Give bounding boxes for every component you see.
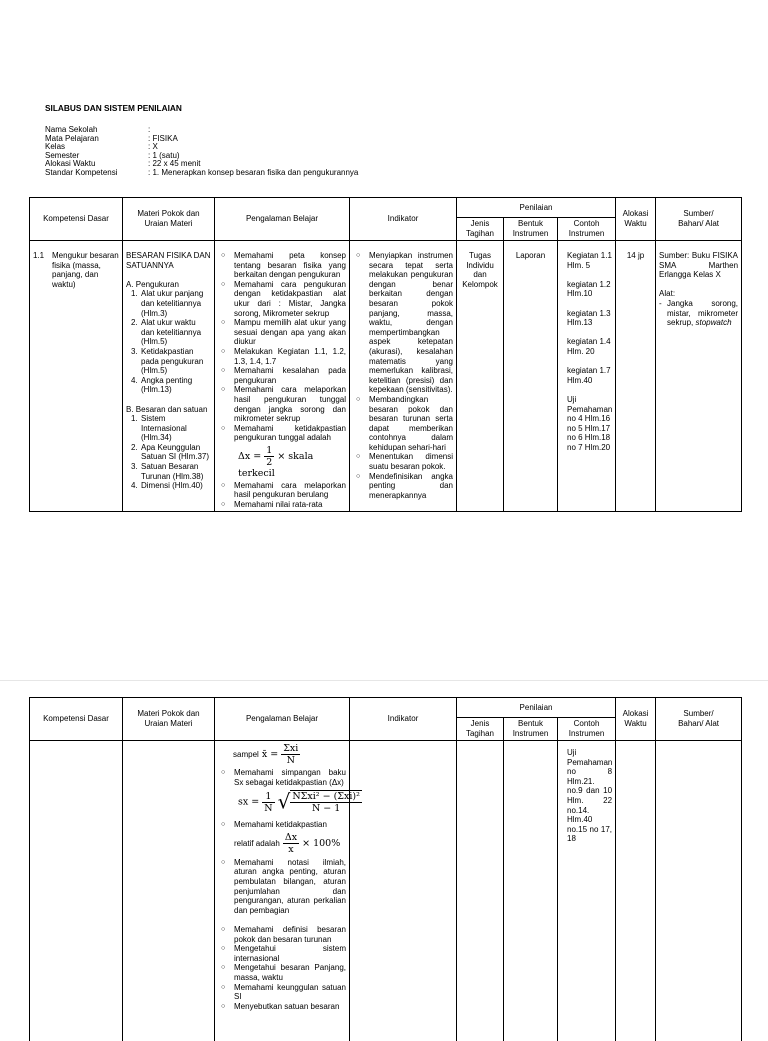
cell-jenis	[457, 741, 504, 1041]
list-item: ○ Memahami kesalahan pada pengukuran	[221, 366, 346, 385]
header-materi: Materi Pokok dan Uraian Materi	[123, 198, 215, 241]
header-indikator: Indikator	[350, 698, 457, 741]
list-item: ○ Memahami cara pengukuran dengan ketidakpastian alat ukur dari : Mistar, Jangka sorong, Mikrometer sekrup	[221, 279, 346, 318]
header-contoh: Contoh Instrumen	[558, 218, 616, 241]
cell-contoh: Kegiatan 1.1 Hlm. 5 kegiatan 1.2 Hlm.10 kegiatan 1.3 Hlm.13 kegiatan 1.4 Hlm. 20 kegiatan 1.7 Hlm.40 Uji Pemahaman no 4 Hlm.16 no 5 Hlm.17 no 6 Hlm.18 no 7 Hlm.20	[558, 241, 616, 512]
cell-bentuk	[504, 741, 558, 1041]
meta-block	[45, 126, 358, 178]
meta-row: Mata Pelajaran : FISIKA	[45, 133, 178, 143]
cell-pengalaman	[215, 241, 350, 512]
header-bentuk: Bentuk Instrumen	[504, 218, 558, 241]
materi-a-list	[126, 289, 211, 395]
list-item: ○ Menentukan dimensi suatu besaran pokok.	[356, 452, 453, 472]
pengalaman-list-2	[218, 481, 346, 510]
list-item: ○ Memahami definisi besaran pokok dan besaran turunan	[221, 924, 346, 944]
list-item: ○ Membandingkan besaran pokok dan besaran turunan serta dapat memberikan contohnya dalam kehidupan sehari-hari	[356, 394, 453, 452]
header-pengalaman: Pengalaman Belajar	[215, 198, 350, 241]
list-item: ○ Memahami ketidakpastian	[221, 820, 327, 830]
cell-sumber	[656, 741, 742, 1041]
cell-pengalaman	[215, 741, 360, 1041]
meta-row: Semester : 1 (satu)	[45, 150, 180, 160]
formula-ketidakpastian: Δx = $\frac{1}{2}$ × skala terkecil	[238, 444, 314, 479]
list-item: ○ Mengetahui sistem internasional	[221, 944, 346, 963]
cell-kompetensi	[30, 741, 123, 1041]
header-indikator: Indikator	[350, 198, 457, 241]
list-item: ○ Mampu memilih alat ukur yang sesuai dengan apa yang akan diukur	[221, 318, 346, 347]
meta-row: Kelas : X	[45, 142, 158, 152]
header-alokasi: Alokasi Waktu	[616, 698, 656, 741]
list-item: ○ Mengetahui besaran Panjang, massa, waktu	[221, 963, 346, 982]
list-item: 4. Dimensi (Hlm.40)	[131, 481, 203, 491]
list-item: 1. Alat ukur panjang dan ketelitiannya (Hlm.3)	[131, 289, 204, 318]
list-item: ○ Melakukan Kegiatan 1.1, 1.2, 1.3, 1.4, 1.7	[221, 346, 346, 366]
header-materi: Materi Pokok dan Uraian Materi	[123, 698, 215, 741]
list-item: 2. Apa Keunggulan Satuan SI (Hlm.37)	[131, 442, 210, 462]
cell-materi	[123, 741, 215, 1041]
list-item: ○ Mendefinisikan angka penting dan menerapkannya	[356, 471, 453, 500]
header-jenis: Jenis Tagihan	[457, 218, 504, 241]
syllabus-table-1	[29, 197, 742, 512]
header-kompetensi: Kompetensi Dasar	[30, 198, 123, 241]
pengalaman-list	[218, 251, 346, 443]
cell-alokasi: 14 jp	[616, 241, 656, 512]
header-sumber: Sumber/ Bahan/ Alat	[656, 698, 742, 741]
meta-row: Alokasi Waktu : 22 x 45 menit	[45, 159, 201, 169]
formula-relatif: relatif adalah $\frac{\Delta x}{x}$ × 100%	[234, 831, 341, 855]
list-item: ○ Memahami keunggulan satuan SI	[221, 982, 346, 1002]
list-item: ○ Menyiapkan instrumen secara tepat serta melakukan pengukuran dengan benar berkaitan dengan besaran pokok panjang, massa, waktu, dengan mempertimbangkan aspek ketepatan (akurasi), kesalahan matematis yang memerlukan kalibrasi, ketelitian (presisi) dan kepekaan (sensitivitas).	[356, 251, 453, 395]
list-item: 3. Satuan Besaran Turunan (Hlm.38)	[131, 462, 204, 481]
header-bentuk: Bentuk Instrumen	[504, 718, 558, 741]
list-item: 4. Angka penting (Hlm.13)	[131, 375, 193, 395]
list-item: ○ Memahami cara melaporkan hasil pengukuran berulang	[221, 480, 346, 500]
list-item: ○ Memahami peta konsep tentang besaran fisika yang berkaitan dengan pengukuran	[221, 251, 346, 280]
list-item: 3. Ketidakpastian pada pengukuran (Hlm.5)	[131, 346, 204, 376]
cell-indikator	[350, 741, 457, 1041]
list-item: ○ Memahami notasi ilmiah, aturan angka penting, aturan pembulatan bilangan, aturan penjumlahan dan pengurangan, aturan perkalian dan pembagian	[221, 857, 346, 915]
document-title: SILABUS DAN SISTEM PENILAIAN	[45, 103, 182, 113]
pengalaman-list	[218, 858, 346, 916]
pengalaman-list-2	[218, 925, 346, 1011]
list-item: ○ Memahami cara melaporkan hasil pengukuran tunggal dengan jangka sorong dan mikrometer sekrup	[221, 385, 346, 424]
header-sumber: Sumber/ Bahan/ Alat	[656, 198, 742, 241]
cell-jenis: Tugas Individu dan Kelompok	[457, 241, 504, 512]
cell-materi: BESARAN FISIKA DAN SATUANNYA A. Pengukuran 1. Alat ukur panjang dan ketelitiannya (Hlm.3) 2. Alat ukur waktu dan ketelitiannya (Hlm.5) 3. Ketidakpastian pada pengukuran (Hlm.5) 4. Angka penting (Hlm.13) B. Besaran dan satuan 1. Sistem Internasional (Hlm.34) 2. Apa Keunggulan Satuan SI (Hlm.37) 3. Satuan Besaran Turunan (Hlm.38) 4. Dimensi (Hlm.40)	[123, 241, 215, 512]
list-item: ○ Memahami nilai rata-rata	[221, 500, 323, 510]
cell-sumber: Sumber: Buku FISIKA SMA Marthen Erlangga Kelas X Alat: - Jangka sorong, mistar, mikrometer sekrup, stopwatch	[656, 241, 742, 512]
header-alokasi: Alokasi Waktu	[616, 198, 656, 241]
header-kompetensi: Kompetensi Dasar	[30, 698, 123, 741]
cell-kompetensi: 1.1 Mengukur besaran fisika (massa, panjang, dan waktu)	[30, 241, 123, 512]
list-item: 1. Sistem Internasional (Hlm.34)	[131, 414, 187, 443]
list-item: ○ Memahami simpangan baku Sx sebagai ketidakpastian (Δx)	[221, 768, 346, 787]
cell-alokasi	[616, 741, 656, 1041]
header-contoh: Contoh Instrumen	[558, 718, 616, 741]
formula-mean: sampel x̄ = $\frac{\text{Σxi}}{N}$	[233, 743, 299, 766]
list-item: 2. Alat ukur waktu dan ketelitiannya (Hlm.5)	[131, 318, 202, 347]
cell-contoh: Uji Pemahaman no 8 Hlm.21. no.9 dan 10 Hlm. 22 no.14. Hlm.40 no.15 no 17, 18	[558, 741, 616, 1041]
header-penilaian: Penilaian	[457, 698, 616, 718]
list-item: ○ Memahami ketidakpastian pengukuran tunggal adalah	[221, 423, 346, 443]
cell-indikator	[350, 241, 457, 512]
page-2	[0, 680, 768, 1025]
meta-row: Nama Sekolah :	[45, 125, 151, 134]
indikator-list	[353, 251, 453, 500]
formula-simpangan-baku: sx = $\frac{1}{N}$ √ $\frac{\text{NΣxi² − (Σxi)²}}{N - 1}$	[238, 789, 360, 815]
materi-b-list	[126, 414, 211, 491]
header-jenis: Jenis Tagihan	[457, 718, 504, 741]
meta-row: Standar Kompetensi : 1. Menerapkan konsep besaran fisika dan pengukurannya	[45, 167, 359, 177]
cell-bentuk: Laporan	[504, 241, 558, 512]
header-penilaian: Penilaian	[457, 198, 616, 218]
header-pengalaman: Pengalaman Belajar	[215, 698, 350, 741]
syllabus-table-2	[29, 697, 742, 1041]
list-item: ○ Menyebutkan satuan besaran	[221, 1001, 340, 1011]
